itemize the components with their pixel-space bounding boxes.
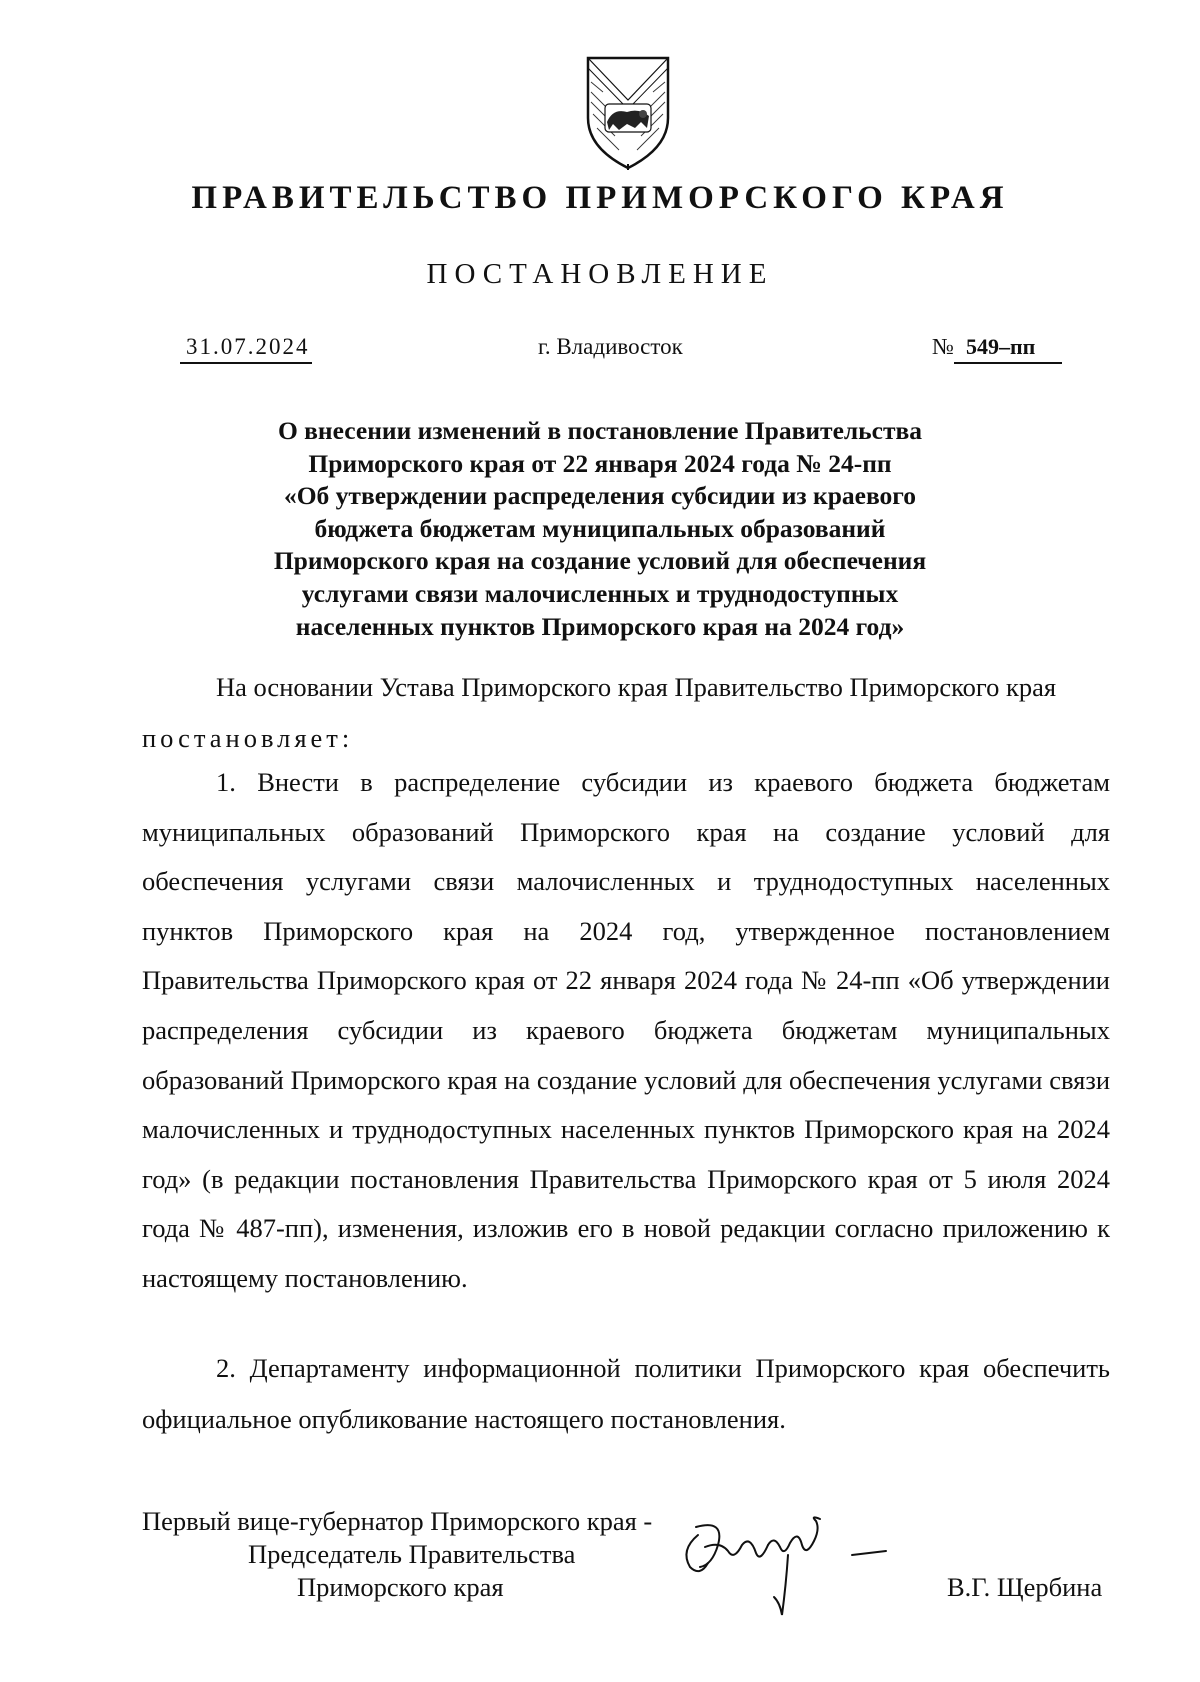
item-text: 1. Внести в распределение субсидии из краевого бюджета бюджетам муниципальных образований Приморского края на создание условий для обеспечения услугами связи малочисленных и труднодоступных населенных пунктов Приморского края на 2024 год, утвержденное постановлением Правительства Приморского края от 22 января 2024 года № 24-пп «Об утверждении распределения субсидии из краевого бюджета бюджетам муниципальных образований Приморского края на создание условий для обеспечения услугами связи малочисленных и труднодоступных населенных пунктов Приморского края на 2024 год» (в редакции постановления Правительства Приморского края от 5 июля 2024 года № 487-пп), изменения, изложив его в новой редакции согласно приложению к настоящему постановлению. [142, 767, 1110, 1293]
signatory-name: В.Г. Щербина [947, 1572, 1103, 1602]
signatory-position-line-3: Приморского края [297, 1572, 504, 1602]
number-sign: № [932, 334, 954, 359]
decree-word: постановляет: [142, 723, 354, 753]
title-line: услугами связи малочисленных и труднодоступных [301, 578, 899, 608]
title-line: Приморского края от 22 января 2024 года № 24-пп [308, 448, 892, 478]
coat-of-arms-icon [583, 52, 673, 170]
document-type: ПОСТАНОВЛЕНИЕ [426, 258, 774, 290]
title-line: «Об утверждении распределения субсидии из краевого [283, 481, 917, 511]
signatory-position-line-2: Председатель Правительства [248, 1539, 576, 1569]
title-line: Приморского края на создание условий для обеспечения [273, 546, 927, 576]
preamble-text: На основании Устава Приморского края Правительство Приморского края [216, 672, 1057, 702]
signatory-position-line-1: Первый вице-губернатор Приморского края - [142, 1506, 653, 1536]
document-title [160, 415, 1040, 643]
document-date: 31.07.2024 [180, 332, 312, 364]
document-number [932, 332, 1062, 364]
title-line: населенных пунктов Приморского края на 2024 год» [295, 611, 905, 641]
handwritten-signature-icon [670, 1505, 890, 1625]
item-text: 2. Департаменту информационной политики Приморского края обеспечить официальное опубликование настоящего постановления. [142, 1353, 1110, 1434]
title-line: бюджета бюджетам муниципальных образований [314, 513, 886, 543]
title-line: О внесении изменений в постановление Правительства [277, 416, 923, 445]
number-value: 549–пп [954, 332, 1062, 364]
preamble [142, 662, 1110, 764]
decree-item-2 [142, 1343, 1110, 1445]
organization-name: ПРАВИТЕЛЬСТВО ПРИМОРСКОГО КРАЯ [191, 180, 1009, 216]
document-city: г. Владивосток [538, 334, 683, 359]
decree-item-1 [142, 758, 1110, 1304]
